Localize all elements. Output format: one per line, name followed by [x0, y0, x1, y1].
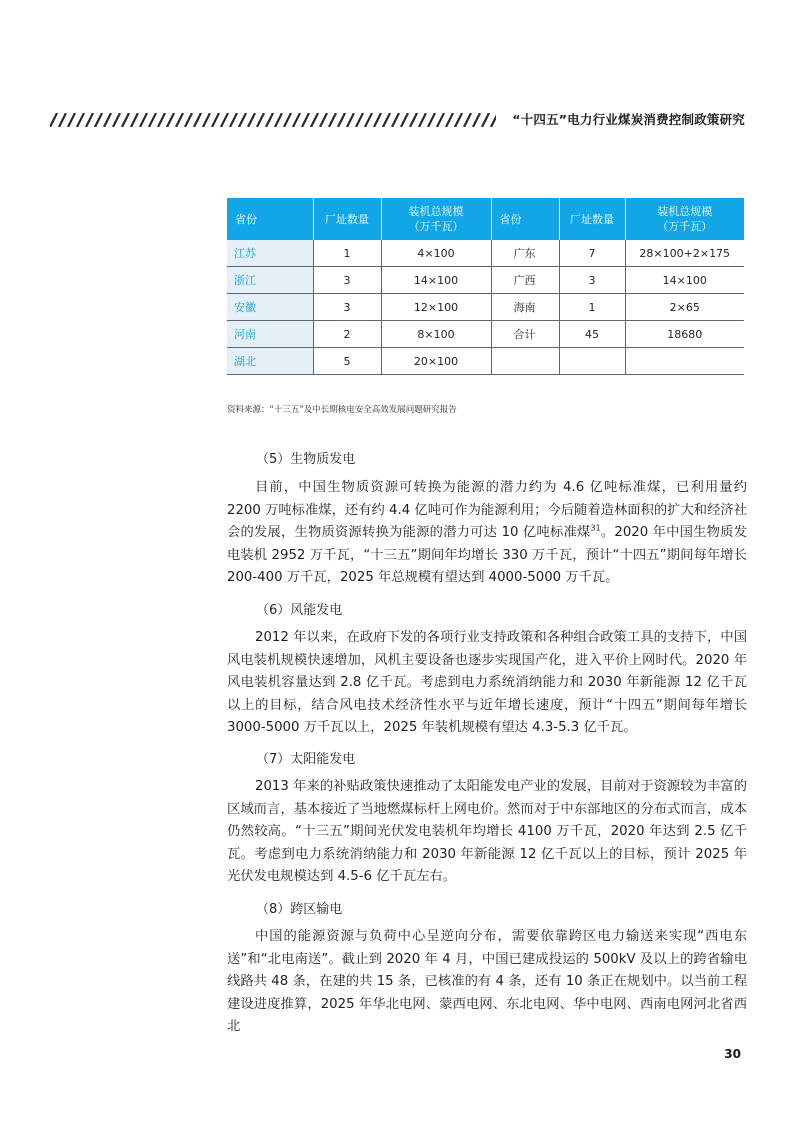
- province-cell: 河南: [227, 321, 313, 348]
- table-cell: 3: [313, 267, 381, 294]
- province-cell: 浙江: [227, 267, 313, 294]
- table-cell: 45: [559, 321, 625, 348]
- province-cell-2: 广西: [491, 267, 559, 294]
- table-row: [227, 294, 744, 321]
- header-site-count: 厂址数量: [313, 198, 381, 240]
- nuclear-plant-table: [227, 198, 744, 375]
- paragraph-biomass: 目前，中国生物质资源可转换为能源的潜力约为 4.6 亿吨标准煤，已利用量约 2200 万吨标准煤，还有约 4.4 亿吨可作为能源利用；今后随着造林面积的扩大和经济社会的发展，生物质资源转换为能源的潜力可达 10 亿吨标准煤$^{31}$。2020 年中国生物质发电装机 2952 万千瓦，“十三五”期间年均增长 330 万千瓦，预计“十四五”期间每年增长 200-400 万千瓦，2025 年总规模有望达到 4000-5000 万千瓦。: [227, 480, 747, 585]
- province-cell-2: 合计: [491, 321, 559, 348]
- table-header-row: [227, 198, 744, 240]
- table-row: [227, 267, 744, 294]
- table-cell: 12×100: [381, 294, 491, 321]
- section-heading-transmission: （8）跨区输电: [256, 902, 343, 917]
- table-cell: [625, 348, 744, 375]
- header-province-2: 省份: [491, 198, 559, 240]
- table-row: [227, 348, 744, 375]
- header-capacity-2: 装机总规模 （万千瓦）: [625, 198, 744, 240]
- table-cell: 4×100: [381, 240, 491, 267]
- province-cell: 湖北: [227, 348, 313, 375]
- table-cell: 2: [313, 321, 381, 348]
- table-cell: 14×100: [625, 267, 744, 294]
- province-cell: 安徽: [227, 294, 313, 321]
- province-cell-2: [491, 348, 559, 375]
- table-cell: 3: [313, 294, 381, 321]
- section-heading-solar: （7）太阳能发电: [256, 752, 356, 767]
- table-cell: 1: [313, 240, 381, 267]
- table-cell: 1: [559, 294, 625, 321]
- table-cell: 18680: [625, 321, 744, 348]
- section-heading-biomass: （5）生物质发电: [256, 452, 356, 467]
- table-cell: 28×100+2×175: [625, 240, 744, 267]
- paragraph-transmission: 中国的能源资源与负荷中心呈逆向分布，需要依靠跨区电力输送来实现“西电东送”和“北电南送”。截止到 2020 年 4 月，中国已建成投运的 500kV 及以上的跨省输电线路共 48 条，在建的共 15 条，已核准的有 4 条，还有 10 条正在规划中。以当前工程建设进度推算，2025 年华北电网、蒙西电网、东北电网、华中电网、西南电网河北省西北: [227, 929, 747, 1034]
- province-cell-2: 广东: [491, 240, 559, 267]
- table-cell: 14×100: [381, 267, 491, 294]
- paragraph-solar: 2013 年来的补贴政策快速推动了太阳能发电产业的发展，目前对于资源较为丰富的区域而言，基本接近了当地燃煤标杆上网电价。然而对于中东部地区的分布式而言，成本仍然较高。“十三五”期间光伏发电装机年均增长 4100 万千瓦，2020 年达到 2.5 亿千瓦。考虑到电力系统消纳能力和 2030 年新能源 12 亿千瓦以上的目标，预计 2025 年光伏发电规模达到 4.5-6 亿千瓦左右。: [227, 779, 747, 884]
- header-title: “十四五”电力行业煤炭消费控制政策研究: [512, 112, 745, 127]
- header-province: 省份: [227, 198, 313, 240]
- table-cell: 2×65: [625, 294, 744, 321]
- table-cell: 3: [559, 267, 625, 294]
- header-capacity: 装机总规模 （万千瓦）: [381, 198, 491, 240]
- table-cell: 20×100: [381, 348, 491, 375]
- page-number: 30: [724, 1047, 741, 1061]
- table-cell: 5: [313, 348, 381, 375]
- table-row: [227, 321, 744, 348]
- province-cell: 江苏: [227, 240, 313, 267]
- table-source-note: 资料来源：“十三五”及中长期核电安全高效发展问题研究报告: [227, 405, 457, 415]
- table-cell: 7: [559, 240, 625, 267]
- section-heading-wind: （6）风能发电: [256, 603, 343, 618]
- header-site-count-2: 厂址数量: [559, 198, 625, 240]
- header-stripe-decoration: [50, 113, 496, 127]
- table-cell: 8×100: [381, 321, 491, 348]
- table-cell: [559, 348, 625, 375]
- paragraph-wind: 2012 年以来，在政府下发的各项行业支持政策和各种组合政策工具的支持下，中国风电装机规模快速增加，风机主要设备也逐步实现国产化，进入平价上网时代。2020 年风电装机容量达到 2.8 亿千瓦。考虑到电力系统消纳能力和 2030 年新能源 12 亿千瓦以上的目标，结合风电技术经济性水平与近年增长速度，预计“十四五”期间每年增长 3000-5000 万千瓦以上，2025 年装机规模有望达 4.3-5.3 亿千瓦。: [227, 630, 747, 735]
- province-cell-2: 海南: [491, 294, 559, 321]
- footnote-ref: 31: [590, 523, 601, 533]
- table-row: [227, 240, 744, 267]
